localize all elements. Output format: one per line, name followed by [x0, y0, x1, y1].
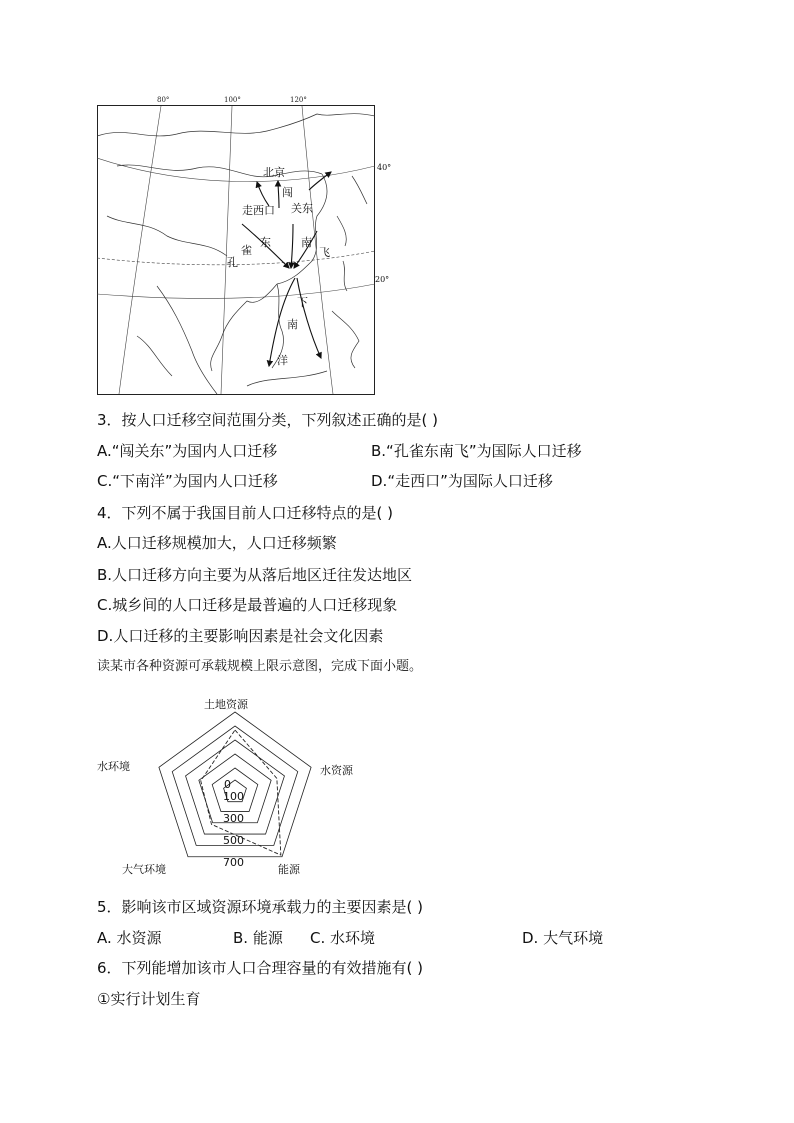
q5-option-d: D. 大气环境 [522, 929, 604, 947]
label-kong: 孔 [227, 256, 238, 269]
label-dong: 东 [260, 236, 271, 249]
q3-option-b: B.“孔雀东南飞”为国际人口迁移 [371, 442, 582, 460]
label-yang: 洋 [277, 354, 288, 367]
radar-svg [95, 692, 375, 882]
label-nan: 南 [301, 236, 312, 249]
label-que: 雀 [241, 244, 252, 257]
label-chuang: 闯 [282, 186, 293, 199]
q3-option-c: C.“下南洋”为国内人口迁移 [97, 472, 278, 490]
q4-option-d: D.人口迁移的主要影响因素是社会文化因素 [97, 627, 384, 645]
q5-option-a: A. 水资源 [97, 929, 162, 947]
label-fei: 飞 [319, 246, 330, 259]
q5-option-b: B. 能源 [233, 929, 283, 947]
q4-option-c: C.城乡间的人口迁移是最普遍的人口迁移现象 [97, 596, 398, 614]
q5-option-c: C. 水环境 [310, 929, 376, 947]
ring-label-300: 300 [223, 812, 244, 825]
label-beijing: 北京 [263, 166, 285, 179]
q5-stem: 5．影响该市区域资源环境承载力的主要因素是( ) [97, 898, 424, 916]
lat-label-40: 40° [377, 163, 392, 172]
axis-label-air: 大气环境 [122, 863, 166, 876]
axis-label-water-env: 水环境 [97, 760, 130, 773]
ring-label-100: 100 [223, 790, 244, 803]
lon-label-100: 100° [224, 96, 241, 104]
q3-stem: 3．按人口迁移空间范围分类，下列叙述正确的是( ) [97, 411, 439, 429]
section-intro: 读某市各种资源可承载规模上限示意图，完成下面小题。 [97, 659, 423, 674]
label-zouxikou: 走西口 [242, 204, 275, 217]
q6-item-1: ①实行计划生育 [97, 990, 201, 1008]
ring-label-700: 700 [223, 856, 244, 869]
axis-label-energy: 能源 [278, 863, 300, 876]
map-svg [97, 96, 375, 396]
label-guandong: 关东 [291, 202, 313, 215]
ring-label-0: 0 [224, 778, 231, 791]
lat-label-20: 20° [375, 275, 390, 284]
resource-radar [95, 692, 375, 882]
axis-label-land: 土地资源 [204, 698, 248, 711]
axis-label-water: 水资源 [320, 764, 353, 777]
q3-option-a: A.“闯关东”为国内人口迁移 [97, 442, 278, 460]
lon-label-80: 80° [157, 96, 170, 104]
q3-option-d: D.“走西口”为国际人口迁移 [371, 472, 553, 490]
q4-option-b: B.人口迁移方向主要为从落后地区迁往发达地区 [97, 566, 413, 584]
q4-option-a: A.人口迁移规模加大，人口迁移频繁 [97, 534, 337, 552]
q4-stem: 4．下列不属于我国目前人口迁移特点的是( ) [97, 504, 394, 522]
q6-stem: 6．下列能增加该市人口合理容量的有效措施有( ) [97, 959, 424, 977]
lon-label-120: 120° [290, 96, 307, 104]
label-nan2: 南 [287, 318, 298, 331]
label-xia: 下 [297, 296, 308, 309]
migration-map [97, 96, 375, 396]
ring-label-500: 500 [223, 834, 244, 847]
